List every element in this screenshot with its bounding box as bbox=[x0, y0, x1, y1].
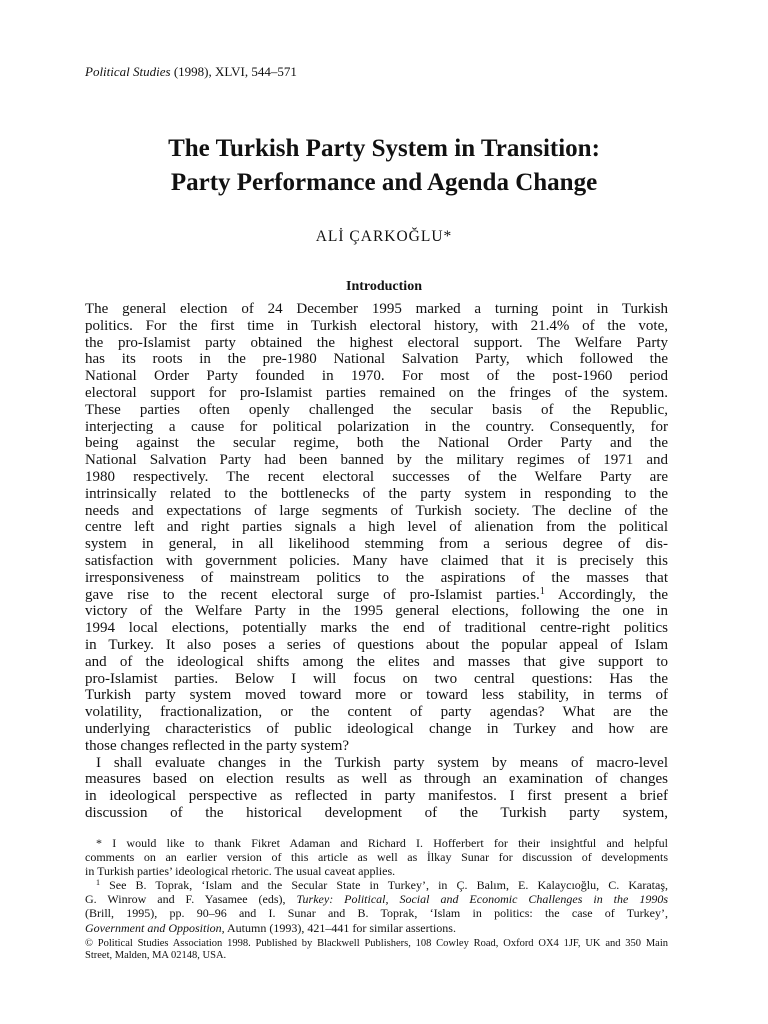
body-line: National Salvation Party had been banned by the military regimes of 1971 and bbox=[85, 452, 668, 469]
footnote-line: comments on an earlier version of this article as well as İlkay Sunar for discussion of developments bbox=[85, 850, 668, 865]
footnote-line: * I would like to thank Fikret Adaman and Richard I. Hofferbert for their insightful and helpful bbox=[96, 836, 668, 850]
footnote-number: 1 bbox=[96, 878, 100, 888]
title-line-1: The Turkish Party System in Transition: bbox=[168, 135, 600, 162]
footnote-book-title: Turkey: Political, Social and Economic Challenges in the 1990s bbox=[296, 892, 668, 907]
body-line: in Turkey. It also poses a series of questions about the popular appeal of Islam bbox=[85, 636, 668, 653]
body-line: the pro-Islamist party obtained the highest electoral support. The Welfare Party bbox=[85, 334, 668, 351]
body-line: has its roots in the pre-1980 National Salvation Party, which followed the bbox=[85, 351, 668, 368]
title-line-2: Party Performance and Agenda Change bbox=[170, 169, 598, 196]
body-line: system in general, in all likelihood stemming from a serious degree of dis- bbox=[85, 536, 668, 553]
body-line: centre left and right parties signals a high level of alienation from the political bbox=[85, 519, 668, 536]
footnote-text: See B. Toprak, ‘Islam and the Secular State in Turkey’, in Ç. Balım, E. Kalaycıoğlu, C. Karataş, bbox=[100, 878, 668, 893]
body-line: underlying characteristics of public ideological change in Turkey and how are bbox=[85, 720, 668, 737]
body-line: needs and expectations of large segments of Turkish society. The decline of the bbox=[85, 502, 668, 519]
body-line: those changes reflected in the party system? bbox=[85, 737, 350, 754]
body-line: measures based on election results as well as through an examination of changes bbox=[85, 771, 668, 788]
footnote-line bbox=[85, 892, 668, 906]
body-text bbox=[85, 301, 668, 822]
footnote-ref-1: 1 bbox=[539, 585, 545, 597]
body-line: and of the ideological shifts among the elites and masses that give support to bbox=[85, 653, 668, 670]
body-line: Turkish party system moved toward more or toward less stability, in terms of bbox=[85, 687, 668, 704]
copyright-line: Street, Malden, MA 02148, USA. bbox=[85, 950, 227, 962]
footnote-line bbox=[85, 921, 668, 935]
journal-header bbox=[85, 64, 297, 80]
article-title bbox=[0, 132, 768, 200]
body-line: intrinsically related to the bottlenecks of the party system in responding to the bbox=[85, 485, 668, 502]
journal-name: Political Studies bbox=[85, 64, 171, 79]
body-line: electoral support for pro-Islamist parties remained on the fringes of the system. bbox=[85, 384, 668, 401]
body-line: 1994 local elections, potentially marks the end of traditional centre-right politics bbox=[85, 620, 668, 637]
body-line: volatility, fractionalization, or the content of party agendas? What are the bbox=[85, 704, 668, 721]
author-name: ALİ ÇARKOĞLU* bbox=[315, 228, 453, 245]
copyright-line: © Political Studies Association 1998. Published by Blackwell Publishers, 108 Cowley Road, Oxford OX4 1JF, UK and 350 Main bbox=[85, 938, 668, 949]
body-line bbox=[85, 587, 668, 604]
footnote-text: G. Winrow and F. Yasamee (eds), bbox=[85, 892, 297, 907]
body-line: irresponsiveness of mainstream politics to the aspirations of the masses that bbox=[85, 569, 668, 586]
copyright-notice bbox=[85, 938, 668, 963]
body-line: satisfaction with government policies. Many have claimed that it is precisely this bbox=[85, 552, 668, 569]
body-line-text: Accordingly, the bbox=[544, 586, 668, 603]
body-line: National Order Party founded in 1970. For most of the post-1960 period bbox=[85, 368, 668, 385]
body-line: politics. For the first time in Turkish electoral history, with 21.4% of the vote, bbox=[85, 317, 668, 334]
footnote-line: (Brill, 1995), pp. 90–96 and I. Sunar and B. Toprak, ‘Islam in politics: the case of Turkey’, bbox=[85, 906, 668, 921]
footnotes bbox=[85, 836, 668, 935]
body-line: pro-Islamist parties. Below I will focus on two central questions: Has the bbox=[85, 670, 668, 687]
body-line: I shall evaluate changes in the Turkish party system by means of macro-level bbox=[96, 754, 668, 771]
body-line: 1980 respectively. The recent electoral successes of the Welfare Party are bbox=[85, 468, 668, 485]
body-line: being against the secular regime, both the National Order Party and the bbox=[85, 435, 668, 452]
footnote-line bbox=[85, 878, 668, 892]
section-heading: Introduction bbox=[346, 279, 422, 294]
body-line: in ideological perspective as reflected in party manifestos. I first present a brief bbox=[85, 788, 668, 805]
body-line-text: gave rise to the recent electoral surge of pro-Islamist parties. bbox=[85, 586, 540, 603]
body-line: The general election of 24 December 1995 marked a turning point in Turkish bbox=[85, 301, 668, 317]
body-line: discussion of the historical development of the Turkish party system, bbox=[85, 804, 668, 821]
body-line: victory of the Welfare Party in the 1995 general elections, following the one in bbox=[85, 603, 668, 620]
journal-citation: (1998), XLVI, 544–571 bbox=[170, 64, 297, 79]
body-line: These parties often openly challenged the secular basis of the Republic, bbox=[85, 401, 668, 418]
footnote-text: Autumn (1993), 421–441 for similar assertions. bbox=[224, 920, 456, 935]
footnote-journal-title: Government and Opposition, bbox=[85, 920, 225, 935]
footnote-line: in Turkish parties’ ideological rhetoric. The usual caveat applies. bbox=[85, 864, 396, 879]
body-line: interjecting a cause for political polarization in the country. Consequently, for bbox=[85, 418, 668, 435]
